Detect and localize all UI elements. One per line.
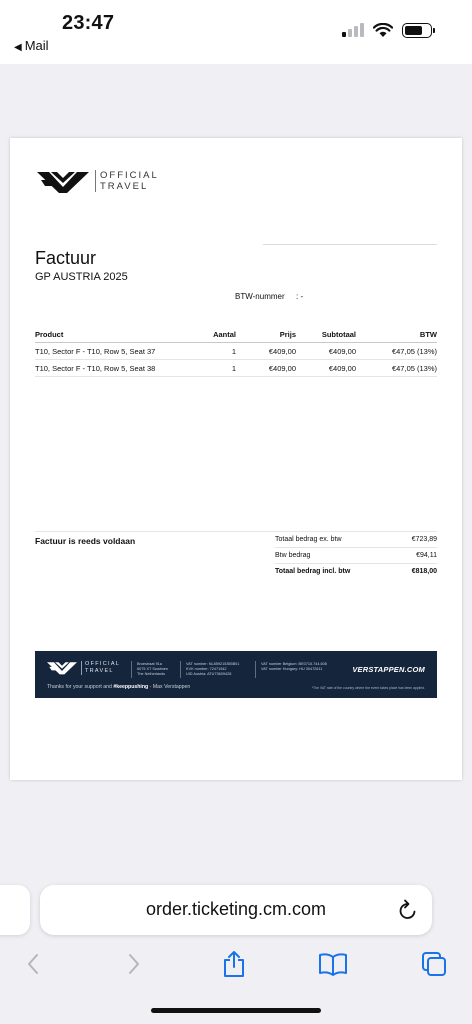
col-subtotaal: Subtotaal bbox=[321, 330, 356, 339]
tabs-button[interactable] bbox=[419, 949, 449, 979]
col-btw: BTW bbox=[419, 330, 437, 339]
verstappen-brand: VERSTAPPEN.COM bbox=[352, 665, 425, 674]
mv-logo-icon bbox=[47, 660, 77, 675]
address-line: Broestraat 91a bbox=[137, 662, 162, 666]
footer-logo bbox=[47, 660, 120, 675]
logo-line-2: TRAVEL bbox=[100, 181, 149, 192]
official-travel-logo bbox=[37, 168, 159, 194]
status-time: 23:47 bbox=[62, 12, 115, 34]
invoice-table bbox=[35, 326, 437, 377]
total-label: Totaal bedrag ex. btw bbox=[275, 536, 342, 543]
book-icon bbox=[318, 952, 348, 976]
bookmarks-button[interactable] bbox=[318, 949, 348, 979]
row-prijs: €409,00 bbox=[268, 347, 296, 356]
footer-vat-ids bbox=[186, 662, 239, 677]
total-label: Totaal bedrag incl. btw bbox=[275, 568, 351, 575]
wifi-icon bbox=[373, 23, 393, 38]
table-row bbox=[35, 360, 437, 377]
row-subtotaal: €409,00 bbox=[328, 364, 356, 373]
table-header bbox=[35, 326, 437, 343]
total-value: €818,00 bbox=[411, 568, 437, 575]
btw-number-value: : - bbox=[296, 292, 304, 301]
footer-separator bbox=[255, 661, 256, 678]
logo-line-1: OFFICIAL bbox=[100, 170, 159, 181]
footer-vat-more bbox=[261, 662, 327, 672]
total-ex-btw-row bbox=[275, 532, 437, 548]
share-button[interactable] bbox=[219, 949, 249, 979]
footer-separator bbox=[180, 661, 181, 678]
footer-tagline bbox=[47, 684, 190, 690]
footer-logo-line-2: TRAVEL bbox=[85, 667, 114, 674]
footer-separator bbox=[131, 661, 132, 678]
footer-banner bbox=[35, 651, 437, 698]
address-line: The Netherlands bbox=[137, 672, 166, 676]
total-label: Btw bedrag bbox=[275, 552, 311, 559]
tagline-end: - Max Verstappen bbox=[148, 684, 191, 690]
total-value: €723,89 bbox=[411, 536, 437, 543]
total-value: €94,11 bbox=[416, 552, 437, 559]
row-btw: €47,05 (13%) bbox=[391, 364, 437, 373]
chevron-left-icon bbox=[26, 953, 40, 975]
previous-tab-bar[interactable] bbox=[0, 885, 30, 935]
address-line: 6075 XT Swalmen bbox=[137, 667, 168, 671]
total-incl-btw-row bbox=[275, 564, 437, 580]
vat-line: VAT number: NL859215355B01 bbox=[186, 662, 240, 666]
footer-address bbox=[137, 662, 168, 677]
status-bar bbox=[0, 0, 472, 64]
browser-toolbar bbox=[0, 945, 472, 985]
row-prijs: €409,00 bbox=[268, 364, 296, 373]
back-app-label: Mail bbox=[24, 38, 49, 53]
back-button[interactable] bbox=[18, 949, 48, 979]
col-prijs: Prijs bbox=[279, 330, 296, 339]
cellular-signal-icon bbox=[342, 23, 364, 37]
row-product: T10, Sector F - T10, Row 5, Seat 38 bbox=[35, 364, 156, 373]
forward-button[interactable] bbox=[119, 949, 149, 979]
invoice-document bbox=[10, 138, 462, 780]
paid-note: Factuur is reeds voldaan bbox=[35, 536, 136, 546]
btw-number-label: BTW-nummer bbox=[235, 292, 285, 301]
battery-icon bbox=[402, 23, 432, 38]
row-aantal: 1 bbox=[231, 364, 236, 373]
back-triangle-icon: ◀ bbox=[14, 42, 22, 53]
header-divider bbox=[263, 244, 437, 245]
home-indicator[interactable] bbox=[151, 1008, 321, 1013]
col-aantal: Aantal bbox=[213, 330, 236, 339]
address-bar[interactable] bbox=[40, 885, 432, 935]
col-product: Product bbox=[35, 330, 64, 339]
vat-line: VAT number Belgium: BE0715.744.608 bbox=[261, 662, 327, 666]
row-subtotaal: €409,00 bbox=[328, 347, 356, 356]
url-text[interactable]: order.ticketing.cm.com bbox=[145, 899, 327, 919]
table-row bbox=[35, 343, 437, 360]
tagline-start: Thanks for your support and bbox=[47, 684, 114, 690]
status-icons bbox=[342, 22, 432, 38]
vat-line: VAT number Hungary: HU 30472611 bbox=[261, 667, 323, 671]
vat-line: KVK number: 72471542 bbox=[186, 667, 227, 671]
footer-logo-line-1: OFFICIAL bbox=[85, 660, 121, 667]
tabs-icon bbox=[421, 951, 447, 977]
totals-block bbox=[275, 532, 437, 580]
row-aantal: 1 bbox=[231, 347, 236, 356]
chevron-right-icon bbox=[127, 953, 141, 975]
invoice-title: Factuur bbox=[35, 248, 97, 268]
back-to-mail-link[interactable] bbox=[14, 38, 49, 53]
row-btw: €47,05 (13%) bbox=[391, 347, 437, 356]
row-product: T10, Sector F - T10, Row 5, Seat 37 bbox=[35, 347, 156, 356]
share-icon bbox=[222, 950, 246, 978]
tagline-hashtag: #keeppushing bbox=[113, 684, 149, 690]
btw-amount-row bbox=[275, 548, 437, 564]
mv-logo-icon bbox=[37, 168, 89, 194]
footer-vat-note: *The VAT rate of the country where the event takes place has been applied. bbox=[311, 686, 425, 690]
vat-line: UID Austria: ATU73609428 bbox=[186, 672, 232, 676]
event-name: GP AUSTRIA 2025 bbox=[35, 271, 128, 283]
reload-icon[interactable] bbox=[398, 899, 418, 921]
